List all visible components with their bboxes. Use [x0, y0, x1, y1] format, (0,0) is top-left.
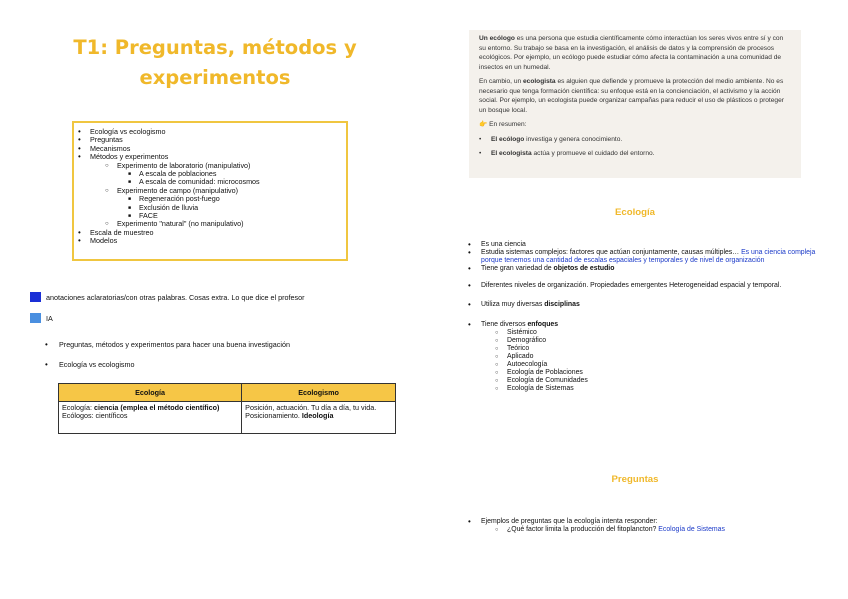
callout-paragraph: [479, 77, 791, 115]
professor-note: Es una ciencia compleja porque tenemos una cantidad de escalas espaciales y temporales y de nivel de organización: [481, 249, 816, 265]
callout-bold: El ecologista: [491, 150, 532, 157]
table-row: [59, 402, 396, 434]
callout-paragraph: [479, 34, 791, 72]
enfoque-item: ○ Ecología de Sistemas: [481, 385, 826, 393]
item-bold: disciplinas: [544, 301, 580, 309]
table-cell-ecologismo: [242, 402, 396, 434]
table-of-contents: [72, 121, 348, 261]
list-item: [481, 321, 826, 329]
callout-text: investiga y genera conocimiento.: [524, 135, 623, 143]
callout-bold: El ecólogo: [491, 135, 525, 143]
list-item: [479, 149, 791, 159]
callout-text: En cambio, un: [479, 78, 523, 85]
table-header-ecologia: Ecología: [59, 384, 242, 402]
cell-text: Posición, actuación. Tu día a día, tu vida.: [245, 403, 377, 412]
toc-item: ■ FACE: [90, 212, 260, 220]
toc-item: ■ Exclusión de lluvia: [90, 204, 260, 212]
list-item: • Ecología vs ecologismo: [45, 360, 290, 369]
enfoque-item: ○ Ecología de Poblaciones: [481, 369, 826, 377]
enfoque-item: ○ Sistémico: [481, 329, 826, 337]
toc-list: [90, 128, 260, 246]
toc-item: • Ecología vs ecologismo: [90, 128, 260, 136]
intro-bullets: [45, 340, 290, 380]
toc-item: • Mecanismos: [90, 145, 260, 153]
callout-text: es alguien que defiende y promueve la protección del medio ambiente. No es necesario que tenga formación científica: su enfoque está en la concienciación, el activismo y la acción social. Por ejemplo, un ecologista puede organizar campañas para reducir el uso de plásticos o proteger un bosque local.: [479, 78, 784, 114]
cell-text: Ecólogos: científicos: [62, 411, 128, 421]
enfoque-item: ○ Ecología de Comunidades: [481, 377, 826, 385]
toc-item: • Modelos: [90, 237, 260, 245]
callout-summary: [479, 120, 791, 130]
table-header-ecologismo: Ecologismo: [242, 384, 396, 402]
callout-list: [479, 135, 791, 159]
legend-swatch-ai: [30, 313, 41, 323]
callout-text: actúa y promueve el cuidado del entorno.: [531, 150, 655, 157]
item-text: Tiene diversos: [481, 320, 528, 328]
list-item: [479, 135, 791, 145]
sub-list-item: [481, 526, 821, 534]
list-item: • Preguntas, métodos y experimentos para hacer una buena investigación: [45, 340, 290, 349]
pointing-hand-icon: 👉: [479, 121, 488, 128]
ecologia-list: [481, 241, 826, 393]
list-item: • Diferentes niveles de organización. Propiedades emergentes Heterogeneidad espacial y temporal.: [481, 282, 826, 290]
professor-note: Ecología de Sistemas: [658, 526, 725, 534]
callout-summary-label: En resumen:: [489, 121, 527, 128]
section-title-preguntas: Preguntas: [611, 474, 659, 485]
list-item: • Es una ciencia: [481, 241, 826, 249]
toc-item: • Métodos y experimentos: [90, 153, 260, 161]
legend-label-ai: IA: [46, 313, 53, 323]
enfoque-item: ○ Aplicado: [481, 353, 826, 361]
toc-item: ○ Experimento de laboratorio (manipulativo): [90, 162, 260, 170]
legend-professor-notes: [30, 292, 305, 302]
legend-ai-notes: [30, 313, 53, 323]
page-title: T1: Preguntas, métodos y experimentos: [73, 36, 357, 89]
table-cell-ecologia: [59, 402, 242, 434]
list-item: [481, 301, 826, 309]
toc-item: • Escala de muestreo: [90, 229, 260, 237]
list-item: [481, 265, 826, 273]
enfoque-item: ○ Autoecología: [481, 361, 826, 369]
cell-text: Ecología:: [62, 403, 94, 412]
callout-text: es una persona que estudia científicamente cómo interactúan los seres vivos entre sí y con su entorno. Su trabajo se basa en la investigación, el análisis de datos y la comprensión de procesos ecológicos. Por ejemplo, un ecólogo puede estudiar cómo afecta la contaminación a una comunidad de insectos en un humedal.: [479, 35, 784, 71]
legend-label-professor: anotaciones aclaratorias/con otras palabras. Cosas extra. Lo que dice el profesor: [46, 292, 305, 302]
enfoque-item: ○ Demográfico: [481, 337, 826, 345]
cell-text: Posicionamiento.: [245, 411, 302, 421]
toc-item: ○ Experimento de campo (manipulativo): [90, 187, 260, 195]
ai-callout-box: [469, 30, 801, 178]
toc-item: • Preguntas: [90, 136, 260, 144]
enfoque-item: ○ Teórico: [481, 345, 826, 353]
table-header-row: [59, 384, 396, 402]
item-text: Tiene gran variedad de: [481, 265, 554, 273]
item-text: Utiliza muy diversas: [481, 301, 545, 309]
toc-item: ■ Regeneración post-fuego: [90, 195, 260, 203]
item-bold: enfoques: [527, 320, 559, 328]
comparison-table: [58, 383, 396, 434]
item-text: ¿Qué factor limita la producción del fitoplancton?: [507, 526, 659, 534]
item-text: Estudia sistemas complejos: factores que actúan conjuntamente, causas múltiples…: [481, 249, 742, 257]
list-item: [481, 249, 826, 265]
item-bold: objetos de estudio: [553, 265, 615, 273]
legend-swatch-professor: [30, 292, 41, 302]
cell-bold-text: ciencia (emplea el método científico): [93, 403, 220, 412]
preguntas-list: [481, 518, 821, 534]
toc-item: ■ A escala de poblaciones: [90, 170, 260, 178]
callout-bold: ecologista: [522, 78, 556, 85]
section-title-ecologia: Ecología: [615, 207, 655, 218]
toc-item: ○ Experimento "natural" (no manipulativo): [90, 220, 260, 228]
cell-bold-text: Ideología: [301, 411, 334, 421]
list-item: • Ejemplos de preguntas que la ecología intenta responder:: [481, 518, 821, 526]
callout-bold: Un ecólogo: [479, 35, 515, 42]
toc-item: ■ A escala de comunidad: microcosmos: [90, 178, 260, 186]
